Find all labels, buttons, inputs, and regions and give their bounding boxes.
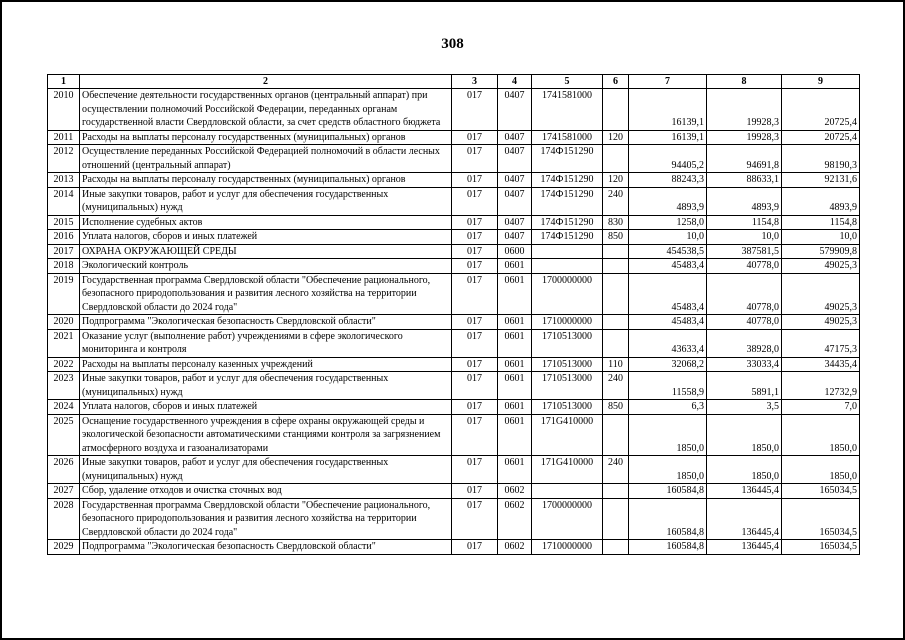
- amount-cell: 40778,0: [707, 315, 782, 330]
- amount-cell: 3,5: [707, 400, 782, 415]
- amount-cell: 1258,0: [629, 215, 707, 230]
- section-code-cell: 0407: [498, 145, 532, 173]
- department-code-cell: 017: [452, 498, 498, 540]
- target-article-cell: 1741581000: [532, 130, 603, 145]
- department-code-cell: 017: [452, 540, 498, 555]
- row-number-cell: 2023: [48, 372, 80, 400]
- amount-cell: 20725,4: [782, 89, 860, 131]
- target-article-cell: 174Ф151290: [532, 187, 603, 215]
- table-row: [48, 273, 860, 315]
- table-row: [48, 540, 860, 555]
- description-cell: Государственная программа Свердловской области "Обеспечение рационального, безопасного природопользования и развития лесного хозяйства на территории Свердловской области до 2024 года": [80, 273, 452, 315]
- section-code-cell: 0407: [498, 130, 532, 145]
- row-number-cell: 2021: [48, 329, 80, 357]
- table-row: [48, 230, 860, 245]
- section-code-cell: 0601: [498, 259, 532, 274]
- description-cell: Осуществление переданных Российской Федерацией полномочий в области лесных отношений (центральный аппарат): [80, 145, 452, 173]
- department-code-cell: 017: [452, 357, 498, 372]
- amount-cell: 1850,0: [629, 456, 707, 484]
- amount-cell: 1154,8: [707, 215, 782, 230]
- row-number-cell: 2022: [48, 357, 80, 372]
- table-row: [48, 130, 860, 145]
- amount-cell: 20725,4: [782, 130, 860, 145]
- section-code-cell: 0600: [498, 244, 532, 259]
- amount-cell: 16139,1: [629, 89, 707, 131]
- department-code-cell: 017: [452, 130, 498, 145]
- description-cell: Иные закупки товаров, работ и услуг для обеспечения государственных (муниципальных) нужд: [80, 187, 452, 215]
- target-article-cell: 171G410000: [532, 456, 603, 484]
- amount-cell: 136445,4: [707, 484, 782, 499]
- header-cell: 6: [603, 75, 629, 89]
- target-article-cell: [532, 484, 603, 499]
- description-cell: Исполнение судебных актов: [80, 215, 452, 230]
- target-article-cell: 1710000000: [532, 315, 603, 330]
- amount-cell: 47175,3: [782, 329, 860, 357]
- table-row: [48, 187, 860, 215]
- amount-cell: 98190,3: [782, 145, 860, 173]
- expense-type-cell: 240: [603, 456, 629, 484]
- amount-cell: 16139,1: [629, 130, 707, 145]
- amount-cell: 19928,3: [707, 130, 782, 145]
- department-code-cell: 017: [452, 315, 498, 330]
- expense-type-cell: [603, 89, 629, 131]
- expense-type-cell: 110: [603, 357, 629, 372]
- amount-cell: 4893,9: [629, 187, 707, 215]
- header-cell: 4: [498, 75, 532, 89]
- expense-type-cell: [603, 244, 629, 259]
- header-cell: 5: [532, 75, 603, 89]
- department-code-cell: 017: [452, 273, 498, 315]
- header-cell: 7: [629, 75, 707, 89]
- table-row: [48, 372, 860, 400]
- description-cell: Оснащение государственного учреждения в сфере охраны окружающей среды и экологической безопасности автоматическими станциями контроля за загрязнением атмосферного воздуха и газоанализаторами: [80, 414, 452, 456]
- row-number-cell: 2029: [48, 540, 80, 555]
- amount-cell: 94405,2: [629, 145, 707, 173]
- section-code-cell: 0602: [498, 540, 532, 555]
- expense-type-cell: [603, 414, 629, 456]
- target-article-cell: 1700000000: [532, 498, 603, 540]
- description-cell: Иные закупки товаров, работ и услуг для обеспечения государственных (муниципальных) нужд: [80, 456, 452, 484]
- amount-cell: 7,0: [782, 400, 860, 415]
- page-number: 308: [441, 36, 464, 52]
- expense-type-cell: [603, 484, 629, 499]
- section-code-cell: 0601: [498, 357, 532, 372]
- amount-cell: 1850,0: [782, 456, 860, 484]
- amount-cell: 45483,4: [629, 273, 707, 315]
- budget-table: [47, 74, 860, 555]
- target-article-cell: 174Ф151290: [532, 173, 603, 188]
- section-code-cell: 0601: [498, 372, 532, 400]
- amount-cell: 160584,8: [629, 540, 707, 555]
- amount-cell: 12732,9: [782, 372, 860, 400]
- description-cell: Государственная программа Свердловской области "Обеспечение рационального, безопасного природопользования и развития лесного хозяйства на территории Свердловской области до 2024 года": [80, 498, 452, 540]
- description-cell: Обеспечение деятельности государственных органов (центральный аппарат) при осуществлении полномочий Российской Федерации, переданных органам государственной власти Свердловской области, за счет средств областного бюджета: [80, 89, 452, 131]
- department-code-cell: 017: [452, 259, 498, 274]
- header-cell: 2: [80, 75, 452, 89]
- amount-cell: 49025,3: [782, 259, 860, 274]
- amount-cell: 136445,4: [707, 540, 782, 555]
- amount-cell: 160584,8: [629, 484, 707, 499]
- expense-type-cell: [603, 145, 629, 173]
- amount-cell: 1850,0: [629, 414, 707, 456]
- amount-cell: 92131,6: [782, 173, 860, 188]
- section-code-cell: 0407: [498, 89, 532, 131]
- target-article-cell: 1710513000: [532, 372, 603, 400]
- table-row: [48, 215, 860, 230]
- table-row: [48, 484, 860, 499]
- target-article-cell: [532, 244, 603, 259]
- target-article-cell: 1700000000: [532, 273, 603, 315]
- amount-cell: 136445,4: [707, 498, 782, 540]
- amount-cell: 32068,2: [629, 357, 707, 372]
- row-number-cell: 2025: [48, 414, 80, 456]
- row-number-cell: 2019: [48, 273, 80, 315]
- department-code-cell: 017: [452, 244, 498, 259]
- amount-cell: 1850,0: [707, 414, 782, 456]
- row-number-cell: 2014: [48, 187, 80, 215]
- amount-cell: 38928,0: [707, 329, 782, 357]
- table-row: [48, 357, 860, 372]
- header-row: [48, 75, 860, 89]
- table-row: [48, 145, 860, 173]
- row-number-cell: 2024: [48, 400, 80, 415]
- target-article-cell: [532, 259, 603, 274]
- description-cell: Оказание услуг (выполнение работ) учреждениями в сфере экологического мониторинга и контроля: [80, 329, 452, 357]
- section-code-cell: 0407: [498, 215, 532, 230]
- section-code-cell: 0601: [498, 273, 532, 315]
- section-code-cell: 0601: [498, 414, 532, 456]
- amount-cell: 5891,1: [707, 372, 782, 400]
- row-number-cell: 2028: [48, 498, 80, 540]
- table-row: [48, 315, 860, 330]
- row-number-cell: 2013: [48, 173, 80, 188]
- section-code-cell: 0407: [498, 173, 532, 188]
- target-article-cell: 1710513000: [532, 357, 603, 372]
- expense-type-cell: [603, 315, 629, 330]
- department-code-cell: 017: [452, 89, 498, 131]
- amount-cell: 94691,8: [707, 145, 782, 173]
- row-number-cell: 2027: [48, 484, 80, 499]
- expense-type-cell: 830: [603, 215, 629, 230]
- section-code-cell: 0601: [498, 456, 532, 484]
- row-number-cell: 2020: [48, 315, 80, 330]
- table-row: [48, 498, 860, 540]
- table-row: [48, 329, 860, 357]
- table-row: [48, 244, 860, 259]
- amount-cell: 49025,3: [782, 273, 860, 315]
- amount-cell: 34435,4: [782, 357, 860, 372]
- row-number-cell: 2016: [48, 230, 80, 245]
- table-row: [48, 89, 860, 131]
- expense-type-cell: 120: [603, 173, 629, 188]
- table-row: [48, 259, 860, 274]
- description-cell: ОХРАНА ОКРУЖАЮЩЕЙ СРЕДЫ: [80, 244, 452, 259]
- expense-type-cell: [603, 273, 629, 315]
- amount-cell: 10,0: [707, 230, 782, 245]
- header-cell: 8: [707, 75, 782, 89]
- description-cell: Расходы на выплаты персоналу казенных учреждений: [80, 357, 452, 372]
- amount-cell: 10,0: [629, 230, 707, 245]
- amount-cell: 43633,4: [629, 329, 707, 357]
- description-cell: Уплата налогов, сборов и иных платежей: [80, 400, 452, 415]
- amount-cell: 454538,5: [629, 244, 707, 259]
- target-article-cell: 1710513000: [532, 400, 603, 415]
- row-number-cell: 2017: [48, 244, 80, 259]
- description-cell: Иные закупки товаров, работ и услуг для обеспечения государственных (муниципальных) нужд: [80, 372, 452, 400]
- department-code-cell: 017: [452, 329, 498, 357]
- expense-type-cell: 850: [603, 230, 629, 245]
- amount-cell: 45483,4: [629, 315, 707, 330]
- amount-cell: 4893,9: [707, 187, 782, 215]
- description-cell: Экологический контроль: [80, 259, 452, 274]
- section-code-cell: 0407: [498, 187, 532, 215]
- header-cell: 9: [782, 75, 860, 89]
- department-code-cell: 017: [452, 484, 498, 499]
- table-row: [48, 414, 860, 456]
- amount-cell: 40778,0: [707, 273, 782, 315]
- amount-cell: 49025,3: [782, 315, 860, 330]
- header-cell: 3: [452, 75, 498, 89]
- amount-cell: 165034,5: [782, 540, 860, 555]
- expense-type-cell: [603, 540, 629, 555]
- amount-cell: 11558,9: [629, 372, 707, 400]
- target-article-cell: 174Ф151290: [532, 230, 603, 245]
- table-row: [48, 173, 860, 188]
- amount-cell: 88243,3: [629, 173, 707, 188]
- row-number-cell: 2011: [48, 130, 80, 145]
- department-code-cell: 017: [452, 230, 498, 245]
- amount-cell: 6,3: [629, 400, 707, 415]
- header-cell: 1: [48, 75, 80, 89]
- department-code-cell: 017: [452, 215, 498, 230]
- target-article-cell: 1710513000: [532, 329, 603, 357]
- description-cell: Расходы на выплаты персоналу государственных (муниципальных) органов: [80, 130, 452, 145]
- amount-cell: 165034,5: [782, 498, 860, 540]
- amount-cell: 4893,9: [782, 187, 860, 215]
- department-code-cell: 017: [452, 400, 498, 415]
- expense-type-cell: 240: [603, 372, 629, 400]
- section-code-cell: 0601: [498, 400, 532, 415]
- amount-cell: 19928,3: [707, 89, 782, 131]
- amount-cell: 1850,0: [782, 414, 860, 456]
- target-article-cell: 1710000000: [532, 540, 603, 555]
- amount-cell: 40778,0: [707, 259, 782, 274]
- description-cell: Уплата налогов, сборов и иных платежей: [80, 230, 452, 245]
- description-cell: Расходы на выплаты персоналу государственных (муниципальных) органов: [80, 173, 452, 188]
- target-article-cell: 171G410000: [532, 414, 603, 456]
- amount-cell: 45483,4: [629, 259, 707, 274]
- amount-cell: 579909,8: [782, 244, 860, 259]
- table-row: [48, 456, 860, 484]
- section-code-cell: 0601: [498, 329, 532, 357]
- expense-type-cell: 850: [603, 400, 629, 415]
- department-code-cell: 017: [452, 187, 498, 215]
- expense-type-cell: 240: [603, 187, 629, 215]
- row-number-cell: 2015: [48, 215, 80, 230]
- amount-cell: 33033,4: [707, 357, 782, 372]
- description-cell: Подпрограмма "Экологическая безопасность Свердловской области": [80, 315, 452, 330]
- section-code-cell: 0407: [498, 230, 532, 245]
- department-code-cell: 017: [452, 414, 498, 456]
- section-code-cell: 0602: [498, 484, 532, 499]
- expense-type-cell: 120: [603, 130, 629, 145]
- amount-cell: 1850,0: [707, 456, 782, 484]
- target-article-cell: 174Ф151290: [532, 145, 603, 173]
- expense-type-cell: [603, 259, 629, 274]
- department-code-cell: 017: [452, 372, 498, 400]
- row-number-cell: 2010: [48, 89, 80, 131]
- target-article-cell: 174Ф151290: [532, 215, 603, 230]
- amount-cell: 1154,8: [782, 215, 860, 230]
- amount-cell: 88633,1: [707, 173, 782, 188]
- row-number-cell: 2026: [48, 456, 80, 484]
- description-cell: Сбор, удаление отходов и очистка сточных вод: [80, 484, 452, 499]
- expense-type-cell: [603, 329, 629, 357]
- description-cell: Подпрограмма "Экологическая безопасность Свердловской области": [80, 540, 452, 555]
- target-article-cell: 1741581000: [532, 89, 603, 131]
- section-code-cell: 0602: [498, 498, 532, 540]
- amount-cell: 10,0: [782, 230, 860, 245]
- section-code-cell: 0601: [498, 315, 532, 330]
- table-row: [48, 400, 860, 415]
- amount-cell: 387581,5: [707, 244, 782, 259]
- amount-cell: 160584,8: [629, 498, 707, 540]
- department-code-cell: 017: [452, 456, 498, 484]
- amount-cell: 165034,5: [782, 484, 860, 499]
- department-code-cell: 017: [452, 145, 498, 173]
- department-code-cell: 017: [452, 173, 498, 188]
- row-number-cell: 2012: [48, 145, 80, 173]
- row-number-cell: 2018: [48, 259, 80, 274]
- expense-type-cell: [603, 498, 629, 540]
